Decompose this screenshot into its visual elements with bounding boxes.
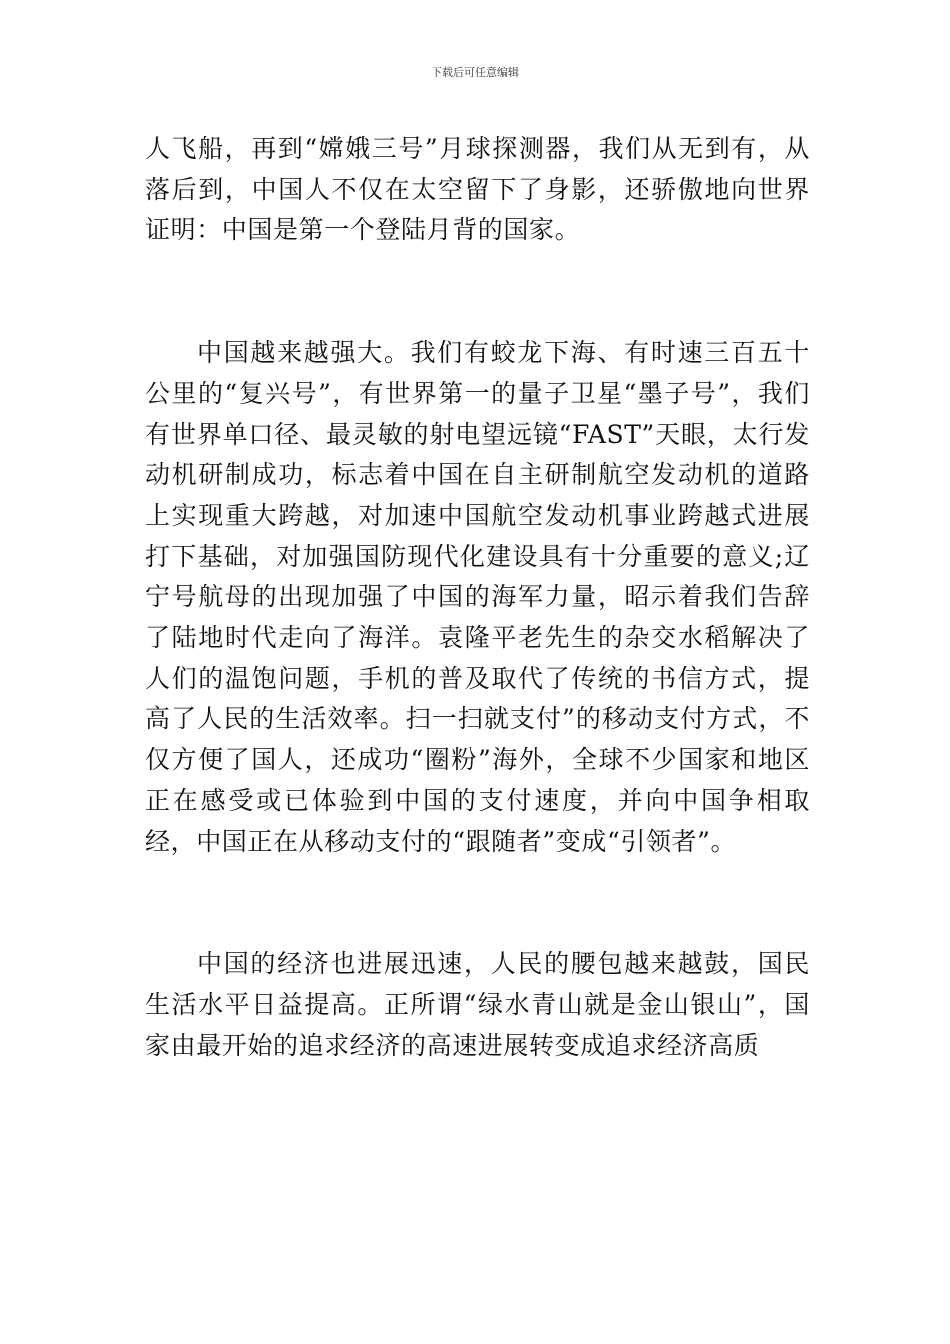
paragraph-economy: 中国的经济也进展迅速，人民的腰包越来越鼓，国民生活水平日益提高。正所谓“绿水青山就是金山银山”，国家由最开始的追求经济的高速进展转变成追求经济高质 [145, 949, 810, 1060]
paragraph-china-stronger: 中国越来越强大。我们有蛟龙下海、有时速三百五十公里的“复兴号”，有世界第一的量子卫星“墨子号”，我们有世界单口径、最灵敏的射电望远镜“FAST”天眼，太行发动机研制成功，标志着中国在自主研制航空发动机的道路上实现重大跨越，对加速中国航空发动机事业跨越式进展打下基础，对加强国防现代化建设具有十分重要的意义;辽宁号航母的出现加强了中国的海军力量，昭示着我们告辞了陆地时代走向了海洋。袁隆平老先生的杂交水稻解决了人们的温饱问题，手机的普及取代了传统的书信方式，提高了人民的生活效率。扫一扫就支付”的移动支付方式，不仅方便了国人，还成功“圈粉”海外，全球不少国家和地区正在感受或已体验到中国的支付速度，并向中国争相取经，中国正在从移动支付的“跟随者”变成“引领者”。 [145, 338, 810, 856]
document-body [145, 129, 810, 1066]
paragraph-spacer [145, 862, 810, 944]
paragraph-space-achievements: 人飞船，再到“嫦娥三号”月球探测器，我们从无到有，从落后到，中国人不仅在太空留下了身影，还骄傲地向世界证明：中国是第一个登陆月背的国家。 [145, 134, 810, 245]
page-header: 下载后可任意编辑 [431, 66, 519, 79]
paragraph-spacer [145, 251, 810, 333]
